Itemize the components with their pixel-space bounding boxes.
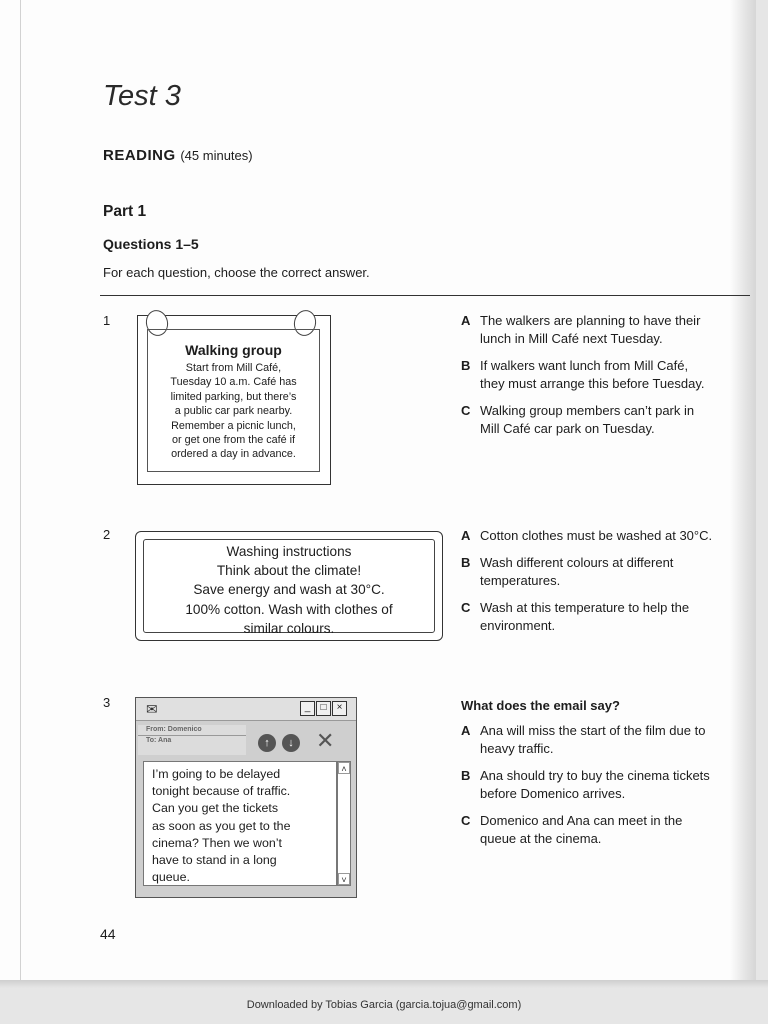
option-line: Domenico and Ana can meet in the — [480, 813, 683, 828]
notice-line: Remember a picnic lunch, — [171, 419, 296, 432]
option-c[interactable] — [461, 599, 751, 635]
email-scrollbar — [337, 761, 351, 886]
section-name: READING — [103, 147, 176, 164]
option-a[interactable] — [461, 312, 751, 348]
question-number-3: 3 — [103, 695, 111, 710]
option-line: Ana will miss the start of the film due to — [480, 723, 706, 738]
notice-heading: Walking group — [185, 342, 282, 358]
email-body — [143, 761, 337, 886]
email-header — [138, 725, 246, 755]
part-title: Part 1 — [103, 203, 147, 220]
walking-group-notice — [137, 315, 331, 485]
option-line: environment. — [480, 618, 556, 633]
email-line: Can you get the tickets — [152, 801, 279, 816]
option-letter: B — [461, 358, 471, 373]
option-line: queue at the cinema. — [480, 831, 602, 846]
envelope-icon: ✉ — [146, 701, 158, 717]
page-bottom-edge — [0, 980, 768, 988]
notice-line: a public car park nearby. — [174, 405, 293, 418]
option-a[interactable] — [461, 527, 751, 545]
maximize-icon: □ — [316, 701, 331, 716]
question-3-options — [461, 697, 751, 857]
option-letter: A — [461, 723, 471, 738]
notice-line: ordered a day in advance. — [171, 448, 296, 461]
email-line: as soon as you get to the — [152, 818, 291, 833]
option-letter: C — [461, 600, 471, 615]
option-a[interactable] — [461, 722, 751, 758]
email-line: queue. — [152, 870, 190, 885]
delete-x-icon: ✕ — [316, 728, 335, 753]
question-number-2: 2 — [103, 527, 111, 542]
arrow-down-icon: ↓ — [282, 734, 300, 752]
download-footer: Downloaded by Tobias Garcia (garcia.tojua@gmail.com) — [246, 999, 522, 1011]
email-line: tonight because of traffic. — [152, 784, 291, 799]
option-b[interactable] — [461, 357, 751, 393]
notice-line: Start from Mill Café, — [185, 362, 282, 374]
option-line: Mill Café car park on Tuesday. — [480, 421, 655, 436]
option-line: Wash different colours at different — [480, 555, 674, 570]
email-window — [135, 697, 357, 898]
scroll-down-icon: ˅ — [338, 873, 350, 885]
washing-instructions-label — [135, 531, 443, 641]
option-letter: A — [461, 528, 471, 543]
email-line: have to stand in a long — [152, 853, 277, 868]
option-line: before Domenico arrives. — [480, 786, 626, 801]
email-to: To: Ana — [138, 735, 246, 746]
email-line: cinema? Then we won’t — [152, 835, 282, 850]
email-from: From: Domenico — [146, 726, 202, 733]
question-number-1: 1 — [103, 313, 111, 328]
option-line: heavy traffic. — [480, 741, 554, 756]
option-letter: C — [461, 403, 471, 418]
option-letter: A — [461, 313, 471, 328]
question-2-options — [461, 527, 751, 644]
option-line: Walking group members can’t park in — [480, 403, 695, 418]
option-letter: B — [461, 768, 471, 783]
notice-line: or get one from the café if — [171, 434, 296, 447]
notice-line: limited parking, but there’s — [170, 390, 297, 403]
label-frame — [143, 539, 435, 636]
close-icon: × — [332, 701, 347, 716]
label-line: similar colours. — [243, 620, 335, 636]
notice-body — [152, 361, 315, 462]
scroll-up-icon: ˄ — [338, 762, 350, 774]
notice-frame — [147, 329, 320, 472]
notice-line: Tuesday 10 a.m. Café has — [170, 376, 297, 389]
label-line: Washing instructions — [226, 544, 352, 559]
label-line: Save energy and wash at 30°C. — [193, 582, 385, 598]
question-1-options — [461, 312, 751, 447]
option-line: temperatures. — [480, 573, 561, 588]
option-letter: B — [461, 555, 471, 570]
option-line: Cotton clothes must be washed at 30°C. — [480, 528, 713, 543]
instructions: For each question, choose the correct answer. — [103, 265, 370, 280]
option-c[interactable] — [461, 402, 751, 438]
divider — [100, 295, 750, 296]
label-line: 100% cotton. Wash with clothes of — [185, 601, 393, 617]
option-line: If walkers want lunch from Mill Café, — [480, 358, 689, 373]
question-3-prompt: What does the email say? — [461, 698, 620, 713]
option-letter: C — [461, 813, 471, 828]
option-line: Ana should try to buy the cinema tickets — [480, 768, 710, 783]
option-line: Wash at this temperature to help the — [480, 600, 690, 615]
label-line: Think about the climate! — [216, 563, 362, 579]
test-title: Test 3 — [103, 80, 181, 112]
option-line: The walkers are planning to have their — [480, 313, 701, 328]
option-b[interactable] — [461, 554, 751, 590]
minimize-icon: _ — [300, 701, 315, 716]
option-c[interactable] — [461, 812, 751, 848]
option-line: they must arrange this before Tuesday. — [480, 376, 705, 391]
email-titlebar — [136, 698, 356, 721]
page-number: 44 — [100, 926, 116, 942]
section-duration: (45 minutes) — [180, 148, 253, 163]
arrow-up-icon: ↑ — [258, 734, 276, 752]
email-line: I’m going to be delayed — [152, 767, 281, 781]
option-b[interactable] — [461, 767, 751, 803]
section-title — [103, 147, 253, 164]
questions-range: Questions 1–5 — [103, 236, 199, 252]
option-line: lunch in Mill Café next Tuesday. — [480, 331, 663, 346]
